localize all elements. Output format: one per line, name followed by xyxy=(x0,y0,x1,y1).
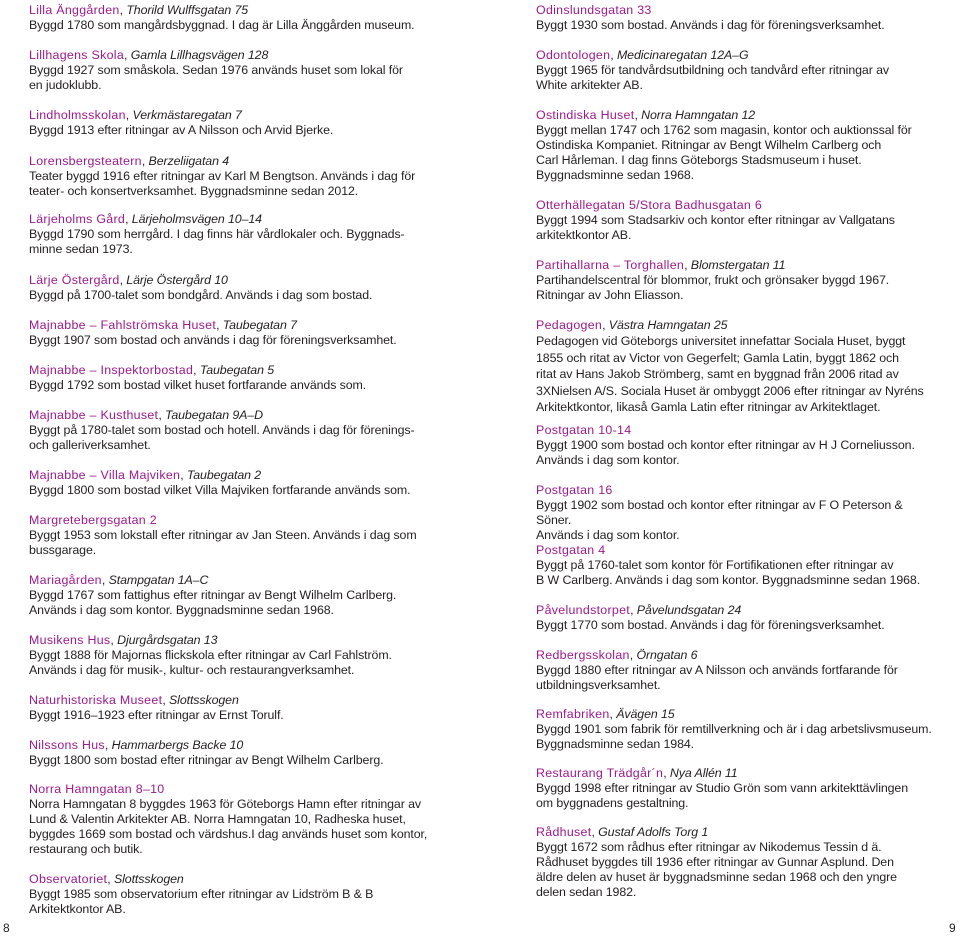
entry-address: Djurgårdsgatan 13 xyxy=(117,633,218,647)
entry-margretebergsgatan xyxy=(29,513,449,558)
entry-norra-hamngatan xyxy=(29,782,449,857)
entry-description: Byggt 1953 som lokstall efter ritningar av Jan Steen. Används i dag som bussgarage. xyxy=(29,528,417,557)
entry-address: Berzeliigatan 4 xyxy=(148,154,230,168)
entry-address: Taubegatan 7 xyxy=(222,318,297,332)
entry-address: Thorild Wulffsgatan 75 xyxy=(126,3,249,17)
entry-postgatan-4 xyxy=(536,543,936,588)
entry-name: Redbergsskolan xyxy=(536,648,630,662)
entry-lindholmsskolan: Lindholmsskolan, Verkmästaregatan 7 Byggd 1913 efter ritningar av A Nilsson och Arvid Bjerke. xyxy=(29,108,449,138)
entry-description: Byggd 1780 som mangårdsbyggnad. I dag är Lilla Änggården museum. xyxy=(29,18,415,32)
page-number-right: 9 xyxy=(949,921,956,935)
entry-address: Gustaf Adolfs Torg 1 xyxy=(598,825,709,839)
entry-majnabbe-kusthuset: Majnabbe – Kusthuset, Taubegatan 9A–D Byggt på 1780-talet som bostad och hotell. Används i dag för förenings- och galleriverksamhet. xyxy=(29,408,449,453)
entry-address: Örngatan 6 xyxy=(636,648,698,662)
entry-address: Taubegatan 2 xyxy=(186,468,262,482)
entry-postgatan-16 xyxy=(536,483,936,543)
entry-majnabbe-fahlstromska: Majnabbe – Fahlströmska Huset, Taubegatan 7 Byggt 1907 som bostad och används i dag för föreningsverksamhet. xyxy=(29,318,449,348)
entry-odinslundsgatan xyxy=(536,3,936,33)
entry-partihallarna: Partihallarna – Torghallen, Blomstergatan 11 Partihandelscentral för blommor, frukt och grönsaker byggd 1967. Ritningar av John Eliasson. xyxy=(536,258,936,303)
entry-description: Norra Hamngatan 8 byggdes 1963 för Göteborgs Hamn efter ritningar av Lund & Valentin Arkitekter AB. Norra Hamngatan 10, Radheska huset, byggdes 1669 som bostad och värdshus.I dag används huset som kontor, restaurang och butik. xyxy=(29,797,428,857)
entry-name: Odontologen xyxy=(536,48,611,62)
entry-description: Byggt på 1780-talet som bostad och hotell. Används i dag för förenings- och galleriverksamhet. xyxy=(29,423,415,452)
entry-lilla-anggarden: Lilla Änggården, Thorild Wulffsgatan 75 Byggd 1780 som mangårdsbyggnad. I dag är Lilla Änggården museum. xyxy=(29,3,449,33)
entry-description: Byggt 1888 för Majornas flickskola efter ritningar av Carl Fahlström. Används i dag för musik-, kultur- och restaurangverksamhet. xyxy=(29,648,392,677)
entry-name: Musikens Hus xyxy=(29,633,111,647)
entry-pavelundstorpet: Påvelundstorpet, Påvelundsgatan 24 Byggt 1770 som bostad. Används i dag för föreningsverksamhet. xyxy=(536,603,936,633)
entry-description: Byggt på 1760-talet som kontor för Fortifikationen efter ritningar av B W Carlberg. Används i dag som kontor. Byggnadsminne sedan 1968. xyxy=(536,558,921,587)
entry-description: Byggd 1790 som herrgård. I dag finns här vårdlokaler och. Byggnads- minne sedan 1973. xyxy=(29,227,405,256)
entry-description: Byggt 1994 som Stadsarkiv och kontor efter ritningar av Vallgatans arkitektkontor AB. xyxy=(536,213,895,242)
entry-address: Hammarbergs Backe 10 xyxy=(111,738,244,752)
entry-description: Byggt 1902 som bostad och kontor efter ritningar av F O Peterson & Söner. Används i dag som kontor. xyxy=(536,498,903,542)
entry-description: Partihandelscentral för blommor, frukt och grönsaker byggd 1967. Ritningar av John Eliasson. xyxy=(536,273,890,302)
entry-address: Nya Allén 11 xyxy=(669,766,738,780)
entry-name: Lillhagens Skola xyxy=(29,48,125,62)
entry-name: Ostindiska Huset xyxy=(536,108,635,122)
entry-name: Remfabriken xyxy=(536,707,610,721)
entry-name: Rådhuset xyxy=(536,825,592,839)
entry-name: Nilssons Hus xyxy=(29,738,105,752)
entry-description: Byggt 1930 som bostad. Används i dag för föreningsverksamhet. xyxy=(536,18,885,32)
entry-description: Byggd 1767 som fattighus efter ritningar av Bengt Wilhelm Carlberg. Används i dag som kontor. Byggnadsminne sedan 1968. xyxy=(29,588,397,617)
entry-description: Byggd 1792 som bostad vilket huset fortfarande används som. xyxy=(29,378,367,392)
entry-address: Västra Hamngatan 25 xyxy=(608,318,728,332)
entry-address: Taubegatan 5 xyxy=(199,363,274,377)
entry-postgatan-10-14 xyxy=(536,423,936,468)
entry-lillhagens-skola: Lillhagens Skola, Gamla Lillhagsvägen 128 Byggd 1927 som småskola. Sedan 1976 används huset som lokal för en judoklubb. xyxy=(29,48,449,93)
entry-redbergsskolan: Redbergsskolan, Örngatan 6 Byggd 1880 efter ritningar av A Nilsson och används fortfarande för utbildningsverksamhet. xyxy=(536,648,936,693)
entry-observatoriet: Observatoriet, Slottsskogen Byggt 1985 som observatorium efter ritningar av Lidström B & B Arkitektkontor AB. xyxy=(29,872,449,917)
entry-description: Byggd 1913 efter ritningar av A Nilsson och Arvid Bjerke. xyxy=(29,123,334,137)
entry-address: Ävägen 15 xyxy=(616,707,675,721)
entry-name: Majnabbe – Villa Majviken xyxy=(29,468,181,482)
entry-name: Majnabbe – Kusthuset xyxy=(29,408,159,422)
entry-name: Pedagogen xyxy=(536,318,603,332)
entry-description: Pedagogen vid Göteborgs universitet innefattar Sociala Huset, byggt 1855 och ritat av Victor von Gegerfelt; Gamla Latin, byggt 1862 och ritat av Hans Jakob Strömberg, samt en byggnad från 2006 ritad av 3XNielsen A/S. Sociala Huset är ombyggt 2006 efter ritningar av Nyréns Arkitektkontor, likaså Gamla Latin efter ritningar av Arkitektlaget. xyxy=(536,334,924,414)
entry-musikens-hus: Musikens Hus, Djurgårdsgatan 13 Byggt 1888 för Majornas flickskola efter ritningar av Carl Fahlström. Används i dag för musik-, kultur- och restaurangverksamhet. xyxy=(29,633,449,678)
entry-name: Lärjeholms Gård xyxy=(29,212,126,226)
entry-address: Taubegatan 9A–D xyxy=(165,408,263,422)
entry-description: Byggd på 1700-talet som bondgård. Används i dag som bostad. xyxy=(29,288,373,302)
entry-ostindiska-huset: Ostindiska Huset, Norra Hamngatan 12 Byggt mellan 1747 och 1762 som magasin, kontor och auktionssal för Ostindiska Kompaniet. Ritningar av Bengt Wilhelm Carlberg och Carl Hårleman. I dag finns Göteborgs Stadsmuseum i huset. Byggnadsminne sedan 1968. xyxy=(536,108,936,183)
entry-description: Teater byggd 1916 efter ritningar av Karl M Bengtson. Används i dag för teater- och konsertverksamhet. Byggnadsminne sedan 2012. xyxy=(29,169,416,198)
entry-naturhistoriska-museet: Naturhistoriska Museet, Slottsskogen Byggt 1916–1923 efter ritningar av Ernst Torulf. xyxy=(29,693,449,723)
entry-otterhallegatan xyxy=(536,198,936,243)
entry-name: Odinslundsgatan 33 xyxy=(536,3,652,17)
entry-majnabbe-inspektorbostad: Majnabbe – Inspektorbostad, Taubegatan 5 Byggd 1792 som bostad vilket huset fortfarande används som. xyxy=(29,363,449,393)
entry-address: Stampgatan 1A–C xyxy=(108,573,209,587)
entry-description: Byggd 1927 som småskola. Sedan 1976 används huset som lokal för en judoklubb. xyxy=(29,63,403,92)
entry-address: Medicinaregatan 12A–G xyxy=(616,48,749,62)
entry-description: Byggd 1901 som fabrik för remtillverkning och är i dag arbetslivsmuseum. Byggnadsminne sedan 1984. xyxy=(536,722,932,751)
entry-address: Gamla Lillhagsvägen 128 xyxy=(130,48,269,62)
entry-restaurang-tradgarn: Restaurang Trädgår´n, Nya Allén 11 Byggd 1998 efter ritningar av Studio Grön som vann arkitekttävlingen om byggnadens gestaltning. xyxy=(536,766,936,811)
entry-name: Restaurang Trädgår´n xyxy=(536,766,664,780)
entry-name: Observatoriet xyxy=(29,872,108,886)
entry-address: Påvelundsgatan 24 xyxy=(636,603,742,617)
entry-majnabbe-villa-majviken: Majnabbe – Villa Majviken, Taubegatan 2 Byggd 1800 som bostad vilket Villa Majviken fortfarande används som. xyxy=(29,468,449,498)
entry-name: Postgatan 16 xyxy=(536,483,613,497)
entry-description: Byggt mellan 1747 och 1762 som magasin, kontor och auktionssal för Ostindiska Kompaniet. Ritningar av Bengt Wilhelm Carlberg och Carl Hårleman. I dag finns Göteborgs Stadsmuseum i huset. Byggnadsminne sedan 1968. xyxy=(536,123,912,182)
entry-description: Byggt 1985 som observatorium efter ritningar av Lidström B & B Arkitektkontor AB. xyxy=(29,887,374,916)
entry-name: Majnabbe – Inspektorbostad xyxy=(29,363,194,377)
entry-remfabriken: Remfabriken, Ävägen 15 Byggd 1901 som fabrik för remtillverkning och är i dag arbetslivsmuseum. Byggnadsminne sedan 1984. xyxy=(536,707,936,752)
entry-description: Byggt 1800 som bostad efter ritningar av Bengt Wilhelm Carlberg. xyxy=(29,753,384,767)
entry-name: Partihallarna – Torghallen xyxy=(536,258,685,272)
entry-description: Byggt 1965 för tandvårdsutbildning och tandvård efter ritningar av White arkitekter AB. xyxy=(536,63,889,92)
entry-name: Lilla Änggården xyxy=(29,3,120,17)
entry-address: Lärjeholmsvägen 10–14 xyxy=(131,212,262,226)
page-number-left: 8 xyxy=(3,921,10,935)
entry-name: Norra Hamngatan 8–10 xyxy=(29,782,165,796)
entry-name: Postgatan 10-14 xyxy=(536,423,632,437)
entry-pedagogen: Pedagogen, Västra Hamngatan 25 Pedagogen vid Göteborgs universitet innefattar Sociala Huset, byggt 1855 och ritat av Victor von Gegerfelt; Gamla Latin, byggt 1862 och ritat av Hans Jakob Strömberg, samt en byggnad från 2006 ritad av 3XNielsen A/S. Sociala Huset är ombyggt 2006 efter ritningar av Nyréns Arkitektkontor, likaså Gamla Latin efter ritningar av Arkitektlaget. xyxy=(536,318,936,416)
entry-larje-ostergard: Lärje Östergård, Lärje Östergård 10 Byggd på 1700-talet som bondgård. Används i dag som bostad. xyxy=(29,273,449,303)
entry-name: Postgatan 4 xyxy=(536,543,606,557)
entry-name: Mariagården xyxy=(29,573,102,587)
entry-odontologen: Odontologen, Medicinaregatan 12A–G Byggt 1965 för tandvårdsutbildning och tandvård efter ritningar av White arkitekter AB. xyxy=(536,48,936,93)
entry-name: Majnabbe – Fahlströmska Huset xyxy=(29,318,217,332)
entry-address: Lärje Östergård 10 xyxy=(126,273,228,287)
entry-name: Naturhistoriska Museet xyxy=(29,693,163,707)
entry-description: Byggd 1998 efter ritningar av Studio Grön som vann arkitekttävlingen om byggnadens gestaltning. xyxy=(536,781,909,810)
entry-description: Byggd 1800 som bostad vilket Villa Majviken fortfarande används som. xyxy=(29,483,411,497)
entry-address: Norra Hamngatan 12 xyxy=(641,108,756,122)
entry-address: Verkmästaregatan 7 xyxy=(132,108,242,122)
entry-address: Blomstergatan 11 xyxy=(690,258,786,272)
entry-name: Lindholmsskolan xyxy=(29,108,126,122)
entry-mariagarden: Mariagården, Stampgatan 1A–C Byggd 1767 som fattighus efter ritningar av Bengt Wilhelm Carlberg. Används i dag som kontor. Byggnadsminne sedan 1968. xyxy=(29,573,449,618)
entry-description: Byggt 1907 som bostad och används i dag för föreningsverksamhet. xyxy=(29,333,397,347)
entry-lorensbergsteatern: Lorensbergsteatern, Berzeliigatan 4 Teater byggd 1916 efter ritningar av Karl M Bengtson. Används i dag för teater- och konsertverksamhet. Byggnadsminne sedan 2012. xyxy=(29,154,449,199)
entry-description: Byggt 1672 som rådhus efter ritningar av Nikodemus Tessin d ä. Rådhuset byggdes till 1936 efter ritningar av Gunnar Asplund. Den äldre delen av huset är byggnadsminne sedan 1968 och den yngre delen sedan 1982. xyxy=(536,840,897,899)
entry-name: Margretebergsgatan 2 xyxy=(29,513,157,527)
entry-description: Byggt 1770 som bostad. Används i dag för föreningsverksamhet. xyxy=(536,618,885,632)
entry-name: Otterhällegatan 5/Stora Badhusgatan 6 xyxy=(536,198,763,212)
entry-larjeholms-gard: Lärjeholms Gård, Lärjeholmsvägen 10–14 Byggd 1790 som herrgård. I dag finns här vårdlokaler och. Byggnads- minne sedan 1973. xyxy=(29,212,449,257)
entry-name: Lorensbergsteatern xyxy=(29,154,142,168)
entry-description: Byggt 1900 som bostad och kontor efter ritningar av H J Corneliusson. Används i dag som kontor. xyxy=(536,438,915,467)
entry-name: Lärje Östergård xyxy=(29,273,120,287)
entry-description: Byggd 1880 efter ritningar av A Nilsson och används fortfarande för utbildningsverksamhet. xyxy=(536,663,898,692)
entry-address: Slottsskogen xyxy=(113,872,184,886)
entry-radhuset: Rådhuset, Gustaf Adolfs Torg 1 Byggt 1672 som rådhus efter ritningar av Nikodemus Tessin d ä. Rådhuset byggdes till 1936 efter ritningar av Gunnar Asplund. Den äldre delen av huset är byggnadsminne sedan 1968 och den yngre delen sedan 1982. xyxy=(536,825,936,900)
entry-name: Påvelundstorpet xyxy=(536,603,631,617)
entry-address: Slottsskogen xyxy=(169,693,239,707)
entry-nilssons-hus: Nilssons Hus, Hammarbergs Backe 10 Byggt 1800 som bostad efter ritningar av Bengt Wilhelm Carlberg. xyxy=(29,738,449,768)
entry-description: Byggt 1916–1923 efter ritningar av Ernst Torulf. xyxy=(29,708,284,722)
